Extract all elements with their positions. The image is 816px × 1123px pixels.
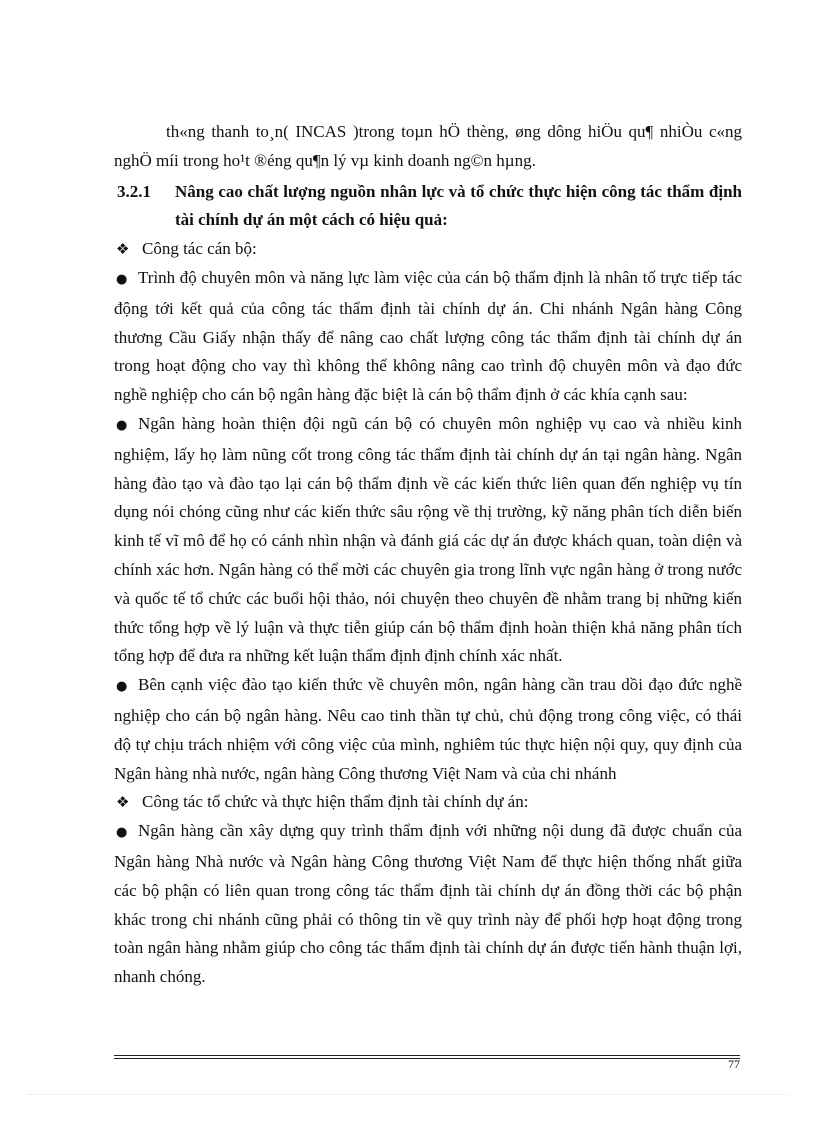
- diamond-bullet-icon: ❖: [116, 793, 130, 812]
- subheading-staff-text: Công tác cán bộ:: [142, 239, 257, 259]
- bullet-paragraph: [114, 671, 742, 788]
- footer-rule-bottom: [114, 1058, 740, 1059]
- footer-rule: [114, 1055, 740, 1059]
- bullet-text: Bên cạnh việc đào tạo kiến thức về chuyên môn, ngân hàng cần trau dồi đạo đức nghề nghiệp cho cán bộ ngân hàng. Nêu cao tinh thần tự chủ, chủ động trong công việc, có thái độ tự chịu trách nhiệm với công việc của mình, nghiêm túc thực hiện nội quy, quy định của Ngân hàng nhà nước, ngân hàng Công thương Việt Nam và của chi nhánh: [114, 675, 742, 783]
- footer-rule-top: [114, 1055, 740, 1056]
- bullet-paragraph: [114, 410, 742, 671]
- bullet-text: Ngân hàng hoàn thiện đội ngũ cán bộ có chuyên môn nghiệp vụ cao và nhiều kinh nghiệm, lấy họ làm nũng cốt trong công tác thẩm định tài chính dự án tại ngân hàng. Ngân hàng đào tạo và đào tạo lại cán bộ thẩm định về các kiến thức liên quan đến nghiệp vụ tín dụng nói chóng cũng như các kiến thức sâu rộng về thị trường, kỹ năng phân tích diễn biến kinh tế vĩ mô để họ có cánh nhìn nhận và đánh giá các dự án được khách quan, toàn diện và chính xác hơn. Ngân hàng có thể mời các chuyên gia trong lĩnh vực ngân hàng ở trong nước và quốc tế tổ chức các buổi hội thảo, nói chuyện theo chuyên đề nhằm trang bị những kiến thức tổng hợp về lý luận và thực tiễn giúp cán bộ thẩm định hoàn thiện khả năng phân tích tổng hợp để đưa ra những kết luận thẩm định định chính xác nhất.: [114, 413, 742, 666]
- document-body: [114, 118, 742, 992]
- bullet-paragraph: [114, 817, 742, 992]
- section-number: 3.2.1: [117, 181, 151, 201]
- page-bottom-divider: [28, 1094, 788, 1095]
- subheading-organization-text: Công tác tổ chức và thực hiện thẩm định tài chính dự án:: [142, 792, 529, 812]
- bullet-dot-icon: ●: [116, 825, 128, 841]
- section-heading: [114, 178, 742, 236]
- bullet-text: Trình độ chuyên môn và năng lực làm việc của cán bộ thẩm định là nhân tố trực tiếp tác động tới kết quả của công tác thẩm định tài chính dự án. Chi nhánh Ngân hàng Công thương Cầu Giấy nhận thấy để nâng cao chất lượng công tác thẩm định tài chính dự án trong hoạt động cho vay thì không thể không nâng cao trình độ chuyên môn và đạo đức nghề nghiệp cho cán bộ ngân hàng đặc biệt là cán bộ thẩm định ở các khía cạnh sau:: [114, 267, 742, 405]
- diamond-bullet-icon: ❖: [116, 240, 130, 259]
- bullet-dot-icon: ●: [116, 271, 128, 287]
- intro-paragraph: th«ng thanh to¸n( INCAS )trong toµn hÖ thèng, øng dông hiÖu qu¶ nhiÒu c«ng nghÖ míi trong ho¹t ®éng qu¶n lý vµ kinh doanh ng©n hµng.: [114, 122, 742, 170]
- bullet-dot-icon: ●: [116, 679, 128, 695]
- subheading-organization: [114, 788, 742, 817]
- bullet-paragraph: [114, 264, 742, 410]
- section-title: Nâng cao chất lượng nguồn nhân lực và tổ chức thực hiện công tác thẩm định tài chính dự án một cách có hiệu quả:: [175, 181, 742, 230]
- bullet-dot-icon: ●: [116, 417, 128, 433]
- bullet-text: Ngân hàng cần xây dựng quy trình thẩm định với những nội dung đã được chuẩn của Ngân hàng Nhà nước và Ngân hàng Công thương Việt Nam để thực hiện thống nhất giữa các bộ phận có liên quan trong công tác thẩm định tài chính dự án đồng thời các bộ phận khác trong chi nhánh cũng phải có thông tin về quy trình này để phối hợp hoạt động trong toàn ngân hàng nhằm giúp cho công tác thẩm định tài chính dự án được tiến hành thuận lợi, nhanh chóng.: [114, 821, 742, 987]
- subheading-staff: [114, 235, 742, 264]
- page-number: 77: [728, 1057, 740, 1071]
